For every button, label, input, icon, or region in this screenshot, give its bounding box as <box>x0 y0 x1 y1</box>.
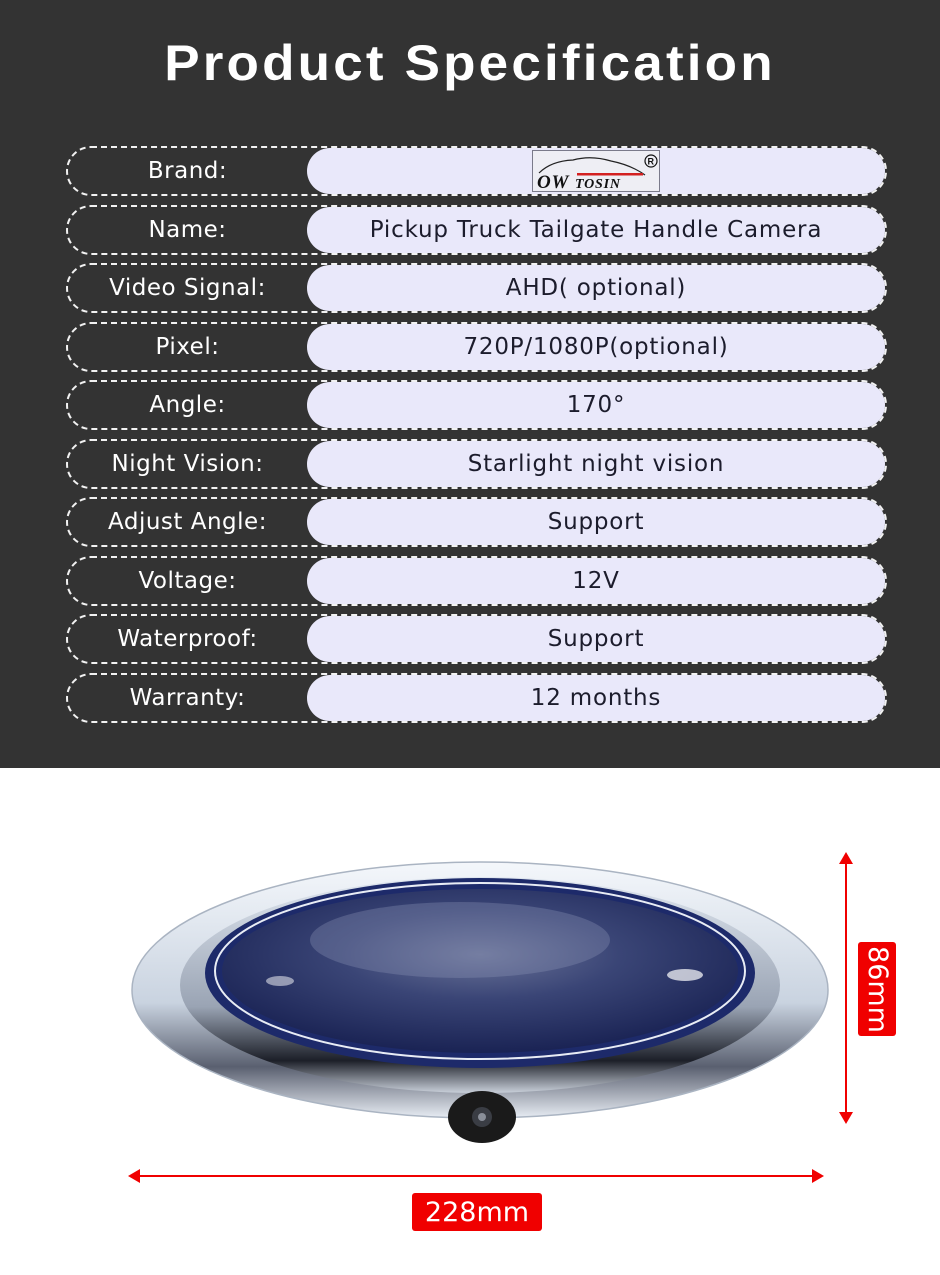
spec-row-voltage <box>66 556 887 606</box>
spec-row-night-vision <box>66 439 887 489</box>
spec-row-pixel <box>66 322 887 372</box>
svg-text:OW: OW <box>537 172 570 193</box>
svg-text:R: R <box>647 156 655 167</box>
camera-lens-icon <box>448 1091 516 1143</box>
spec-value <box>307 148 885 194</box>
spec-row-brand <box>66 146 887 196</box>
width-dimension-label: 228mm <box>412 1193 542 1231</box>
spec-label: Brand: <box>147 158 228 184</box>
spec-label: Pixel: <box>155 334 220 360</box>
spec-row-adjust-angle <box>66 497 887 547</box>
spec-value: 12V <box>307 558 885 604</box>
spec-value: Pickup Truck Tailgate Handle Camera <box>307 207 885 253</box>
spec-value: 720P/1080P(optional) <box>307 324 885 370</box>
spec-value: Starlight night vision <box>307 441 885 487</box>
spec-label: Voltage: <box>138 568 237 594</box>
spec-row-warranty <box>66 673 887 723</box>
page-title: Product Specification <box>164 35 776 91</box>
spec-row-waterproof <box>66 614 887 664</box>
svg-text:TOSIN: TOSIN <box>575 177 621 192</box>
height-arrow-icon <box>836 852 856 1124</box>
spec-row-video-signal <box>66 263 887 313</box>
height-dimension-label: 86mm <box>858 942 896 1036</box>
product-image-emblem-camera <box>130 855 830 1145</box>
brand-logo <box>532 150 660 192</box>
spec-value: Support <box>307 616 885 662</box>
car-silhouette-icon <box>533 151 661 193</box>
spec-label: Adjust Angle: <box>108 509 267 535</box>
spec-label: Angle: <box>149 392 226 418</box>
spec-label: Night Vision: <box>111 451 264 477</box>
spec-value: Support <box>307 499 885 545</box>
spec-row-name <box>66 205 887 255</box>
spec-label: Waterproof: <box>117 626 258 652</box>
spec-label: Video Signal: <box>109 275 266 301</box>
spec-value: 12 months <box>307 675 885 721</box>
spec-value: 170° <box>307 382 885 428</box>
spec-value: AHD( optional) <box>307 265 885 311</box>
spec-row-angle <box>66 380 887 430</box>
spec-label: Name: <box>148 217 227 243</box>
width-arrow-icon <box>128 1166 824 1186</box>
spec-label: Warranty: <box>129 685 246 711</box>
